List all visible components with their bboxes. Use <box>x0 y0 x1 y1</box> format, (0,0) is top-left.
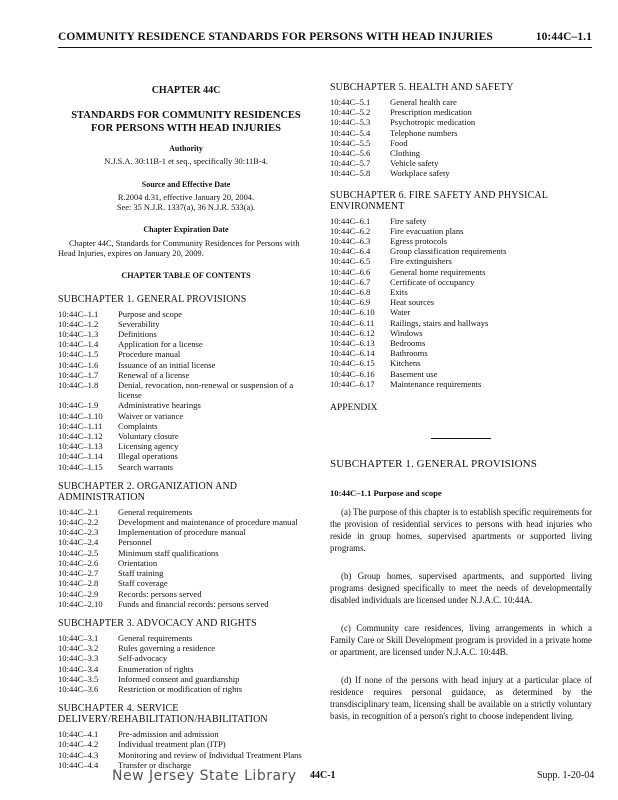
running-header <box>58 31 592 43</box>
body-paragraph: (d) If none of the persons with head injury at a particular place of residence requires personal guidance, as determined by the transdisciplinary team, licensing shall be available on a strictly voluntary basis, in recognition of a person's right to choose independent living. <box>330 675 592 722</box>
toc-entry-number: 10:44C–2.1 <box>58 506 99 517</box>
toc-entry-title: Self-advocacy <box>118 653 168 664</box>
toc-entry-title: Transfer or discharge <box>118 759 192 770</box>
toc-entry-number: 10:44C–4.4 <box>58 759 99 770</box>
toc-entry-number: 10:44C–1.2 <box>58 318 99 329</box>
toc-entry-title: Search warrants <box>118 461 174 472</box>
toc-entry-number: 10:44C–1.1 <box>58 308 99 319</box>
toc-entry-title: Psychotropic medication <box>390 117 476 128</box>
toc-entry-title: Bedrooms <box>390 338 426 349</box>
toc-entry-number: 10:44C–3.2 <box>58 643 99 654</box>
toc-entry-number: 10:44C–2.10 <box>58 598 103 609</box>
toc-entry-number: 10:44C–1.7 <box>58 369 99 380</box>
chapter-number: CHAPTER 44C <box>151 85 221 96</box>
toc-entry <box>330 379 592 389</box>
toc-subchapter-heading: SUBCHAPTER 6. FIRE SAFETY AND PHYSICAL ENVIRONMENT <box>330 189 548 212</box>
toc-entry-title: Fire evacuation plans <box>390 225 464 236</box>
body-subchapter-heading: SUBCHAPTER 1. GENERAL PROVISIONS <box>330 458 537 471</box>
toc-entry-number: 10:44C–1.13 <box>58 441 103 452</box>
toc-entry-title: Prescription medication <box>390 107 472 118</box>
toc-entry-title: Issuance of an initial license <box>118 359 216 370</box>
toc-entry-title: Development and maintenance of procedure manual <box>118 517 298 528</box>
toc-entry <box>330 267 592 277</box>
chapter-title: STANDARDS FOR COMMUNITY RESIDENCES FOR PERSONS WITH HEAD INJURIES <box>71 110 301 135</box>
toc-entry-number: 10:44C–5.2 <box>330 107 371 118</box>
toc-entry <box>58 380 314 400</box>
toc-entry <box>58 729 314 739</box>
toc-entry-number: 10:44C–3.4 <box>58 663 99 674</box>
toc-entry-number: 10:44C–6.17 <box>330 378 375 389</box>
toc-entry-number: 10:44C–1.10 <box>58 410 103 421</box>
toc-entry-number: 10:44C–1.15 <box>58 461 103 472</box>
expiration-text: Chapter 44C, Standards for Community Residences for Persons with Head Injuries, expires on January 20, 2009. <box>58 239 300 259</box>
toc-entry-title: Windows <box>390 327 423 338</box>
toc-entry-title: Telephone numbers <box>390 127 458 138</box>
toc-entry-title: Administrative hearings <box>118 400 201 411</box>
toc-entry <box>330 277 592 287</box>
supplement-date: Supp. 1-20-04 <box>537 770 595 781</box>
toc-entry-number: 10:44C–6.15 <box>330 358 375 369</box>
toc-right <box>330 82 592 389</box>
toc-entry-number: 10:44C–1.12 <box>58 431 103 442</box>
toc-entry-number: 10:44C–6.8 <box>330 287 371 298</box>
toc-entry <box>58 329 314 339</box>
toc-entry-title: Restriction or modification of rights <box>118 683 243 694</box>
toc-entry-title: Waiver or variance <box>118 410 184 421</box>
toc-entry <box>330 117 592 127</box>
toc-entry-number: 10:44C–2.5 <box>58 547 99 558</box>
toc-entry-number: 10:44C–4.3 <box>58 749 99 760</box>
appendix-entry: APPENDIX <box>330 402 378 414</box>
toc-subchapter-heading: SUBCHAPTER 1. GENERAL PROVISIONS <box>58 293 247 305</box>
toc-entry <box>58 421 314 431</box>
left-column <box>58 82 314 770</box>
toc-entry <box>58 349 314 359</box>
toc-subchapter <box>58 618 314 694</box>
header-rule <box>58 47 592 48</box>
toc-entry-title: Certificate of occupancy <box>390 276 475 287</box>
section-heading: 10:44C–1.1 Purpose and scope <box>330 488 442 499</box>
toc-entry-title: Licensing agency <box>118 441 179 452</box>
toc-title: CHAPTER TABLE OF CONTENTS <box>121 271 251 281</box>
toc-entry-number: 10:44C–6.12 <box>330 327 375 338</box>
toc-entry-title: Severability <box>118 318 160 329</box>
toc-entry-number: 10:44C–2.7 <box>58 568 99 579</box>
toc-entry-title: Group classification requirements <box>390 246 507 257</box>
toc-entry <box>330 168 592 178</box>
toc-entry-number: 10:44C–4.2 <box>58 739 99 750</box>
library-stamp: New Jersey State Library <box>112 768 297 784</box>
toc-entry-number: 10:44C–4.1 <box>58 729 99 740</box>
toc-entry <box>58 441 314 451</box>
toc-entry <box>58 599 314 609</box>
toc-entry-title: Minimum staff qualifications <box>118 547 219 558</box>
toc-entry-title: Illegal operations <box>118 451 178 462</box>
toc-entry-number: 10:44C–5.4 <box>330 127 371 138</box>
toc-entry-title: Procedure manual <box>118 349 181 360</box>
authority-text: N.J.S.A. 30:11B-1 et seq., specifically 30:11B-4. <box>104 157 268 167</box>
section-divider <box>431 438 491 439</box>
toc-entry-number: 10:44C–6.6 <box>330 266 371 277</box>
toc-entry-number: 10:44C–3.6 <box>58 683 99 694</box>
toc-entry <box>58 339 314 349</box>
toc-entry <box>58 750 314 760</box>
toc-entry-title: Renewal of a license <box>118 369 190 380</box>
toc-entry <box>58 431 314 441</box>
toc-entry <box>330 369 592 379</box>
toc-entry <box>330 216 592 226</box>
toc-entry-number: 10:44C–1.9 <box>58 400 99 411</box>
toc-entry <box>330 138 592 148</box>
toc-entry <box>58 309 314 319</box>
toc-entry <box>58 589 314 599</box>
toc-left <box>58 294 314 770</box>
toc-entry <box>330 236 592 246</box>
toc-entry-title: Egress protocols <box>390 236 448 247</box>
toc-entry <box>58 400 314 410</box>
toc-entry <box>330 97 592 107</box>
toc-entry-title: Vehicle safety <box>390 158 439 169</box>
toc-entry-title: General requirements <box>118 632 193 643</box>
toc-entry-title: Exits <box>390 287 408 298</box>
toc-entry-title: Implementation of procedure manual <box>118 527 246 538</box>
toc-entry-title: Fire safety <box>390 215 427 226</box>
toc-entry-title: General home requirements <box>390 266 486 277</box>
toc-entry-title: Clothing <box>390 148 421 159</box>
toc-entry-number: 10:44C–3.3 <box>58 653 99 664</box>
toc-entry-number: 10:44C–6.4 <box>330 246 371 257</box>
toc-entry <box>58 360 314 370</box>
toc-entry-title: Food <box>390 137 408 148</box>
toc-subchapter-heading: SUBCHAPTER 4. SERVICE DELIVERY/REHABILITATION/HABILITATION <box>58 703 268 726</box>
toc-subchapter <box>58 481 314 609</box>
toc-entry-title: Water <box>390 307 411 318</box>
toc-entry-number: 10:44C–2.6 <box>58 557 99 568</box>
toc-entry <box>330 246 592 256</box>
toc-entry <box>330 128 592 138</box>
toc-entry <box>58 527 314 537</box>
toc-entry-title: Pre-admission and admission <box>118 729 219 740</box>
toc-entry <box>58 643 314 653</box>
toc-entry <box>330 297 592 307</box>
toc-entry-title: Bathrooms <box>390 348 428 359</box>
toc-entry-number: 10:44C–5.3 <box>330 117 371 128</box>
toc-subchapter <box>58 294 314 472</box>
toc-entry <box>58 548 314 558</box>
toc-entry-number: 10:44C–2.9 <box>58 588 99 599</box>
source-line-2: See: 35 N.J.R. 1337(a), 36 N.J.R. 533(a). <box>116 203 256 213</box>
toc-entry-number: 10:44C–6.10 <box>330 307 375 318</box>
toc-entry <box>58 370 314 380</box>
toc-entry <box>330 158 592 168</box>
toc-entry <box>58 653 314 663</box>
toc-entry <box>330 338 592 348</box>
toc-entry-number: 10:44C–1.3 <box>58 329 99 340</box>
source-line-1: R.2004 d.31, effective January 20, 2004. <box>117 192 255 202</box>
right-column <box>330 82 592 722</box>
toc-entry-number: 10:44C–6.2 <box>330 225 371 236</box>
toc-entry <box>58 451 314 461</box>
toc-entry-title: Staff coverage <box>118 578 168 589</box>
toc-entry <box>58 633 314 643</box>
toc-entry-number: 10:44C–1.11 <box>58 420 103 431</box>
toc-entry <box>330 226 592 236</box>
toc-entry <box>58 319 314 329</box>
toc-entry-title: Application for a license <box>118 339 203 350</box>
toc-entry-number: 10:44C–1.8 <box>58 380 99 391</box>
toc-entry-number: 10:44C–2.4 <box>58 537 99 548</box>
toc-entry <box>58 558 314 568</box>
body-paragraph: (b) Group homes, supervised apartments, and supported living programs designed specifically to meet the needs of developmentally disabled individuals are licensed under N.J.A.C. 10:44A. <box>330 571 592 606</box>
toc-entry-number: 10:44C–1.6 <box>58 359 99 370</box>
toc-entry-number: 10:44C–2.8 <box>58 578 99 589</box>
toc-subchapter-heading: SUBCHAPTER 3. ADVOCACY AND RIGHTS <box>58 617 257 629</box>
toc-entry-number: 10:44C–1.14 <box>58 451 103 462</box>
body-paragraph: (a) The purpose of this chapter is to establish specific requirements for the provision of residential services to persons with head injuries who reside in group homes, supervised apartments or supported living programs. <box>330 507 592 554</box>
toc-entry-number: 10:44C–6.3 <box>330 236 371 247</box>
toc-entry-number: 10:44C–5.6 <box>330 148 371 159</box>
toc-entry-number: 10:44C–6.16 <box>330 368 375 379</box>
toc-entry-number: 10:44C–6.14 <box>330 348 375 359</box>
toc-entry <box>330 107 592 117</box>
toc-entry-number: 10:44C–6.11 <box>330 317 375 328</box>
toc-entry <box>330 148 592 158</box>
toc-entry-number: 10:44C–2.2 <box>58 517 99 528</box>
toc-entry-title: Individual treatment plan (ITP) <box>118 739 226 750</box>
toc-entry-number: 10:44C–6.13 <box>330 338 375 349</box>
toc-entry-number: 10:44C–6.1 <box>330 215 371 226</box>
toc-entry-number: 10:44C–5.5 <box>330 137 371 148</box>
toc-entry-number: 10:44C–3.1 <box>58 632 99 643</box>
toc-entry <box>330 307 592 317</box>
toc-entry-title: Maintenance requirements <box>390 378 482 389</box>
toc-entry-title: Definitions <box>118 329 157 340</box>
toc-entry-title: Enumeration of rights <box>118 663 194 674</box>
toc-entry-title: Basement use <box>390 368 438 379</box>
toc-entry <box>330 256 592 266</box>
toc-subchapter <box>330 190 592 389</box>
toc-entry-number: 10:44C–3.5 <box>58 673 99 684</box>
toc-entry <box>58 578 314 588</box>
toc-entry <box>58 411 314 421</box>
toc-entry-number: 10:44C–6.5 <box>330 256 371 267</box>
toc-entry <box>330 328 592 338</box>
toc-entry <box>330 358 592 368</box>
body-paragraphs <box>330 506 592 722</box>
toc-entry-number: 10:44C–6.7 <box>330 276 371 287</box>
toc-entry-title: Records: persons served <box>118 588 202 599</box>
toc-entry-title: Railings, stairs and hallways <box>390 317 489 328</box>
toc-subchapter-heading: SUBCHAPTER 2. ORGANIZATION AND ADMINISTRATION <box>58 480 238 503</box>
toc-subchapter <box>330 82 592 179</box>
toc-entry-title: Voluntary closure <box>118 431 179 442</box>
header-title: COMMUNITY RESIDENCE STANDARDS FOR PERSONS WITH HEAD INJURIES <box>58 31 493 43</box>
authority-label: Authority <box>169 144 203 154</box>
toc-subchapter <box>58 703 314 770</box>
body-paragraph: (c) Community care residences, living arrangements in which a Family Care or Skill Development program is provided in a private home or apartment, are licensed under N.J.A.C. 10:44B. <box>330 623 592 658</box>
toc-entry-title: Denial, revocation, non-renewal or suspension of a license <box>118 380 294 401</box>
toc-entry-title: Fire extinguishers <box>390 256 452 267</box>
toc-entry-number: 10:44C–5.1 <box>330 97 371 107</box>
toc-entry-title: Rules governing a residence <box>118 643 216 654</box>
toc-entry-title: General requirements <box>118 506 193 517</box>
toc-entry <box>58 664 314 674</box>
page-number: 44C-1 <box>310 770 336 781</box>
toc-entry <box>58 568 314 578</box>
toc-entry-title: Informed consent and guardianship <box>118 673 240 684</box>
toc-entry-number: 10:44C–2.3 <box>58 527 99 538</box>
toc-entry-title: Kitchens <box>390 358 421 369</box>
toc-entry <box>58 674 314 684</box>
source-label: Source and Effective Date <box>141 179 231 189</box>
toc-entry-number: 10:44C–6.9 <box>330 297 371 308</box>
toc-entry-title: Purpose and scope <box>118 308 182 319</box>
toc-entry <box>58 739 314 749</box>
expiration-label: Chapter Expiration Date <box>143 225 229 235</box>
toc-entry-title: Orientation <box>118 557 158 568</box>
toc-entry-title: Heat sources <box>390 297 435 308</box>
toc-entry <box>58 684 314 694</box>
toc-entry <box>330 287 592 297</box>
toc-entry-title: General health care <box>390 97 457 107</box>
toc-entry-number: 10:44C–5.7 <box>330 158 371 169</box>
toc-subchapter-heading: SUBCHAPTER 5. HEALTH AND SAFETY <box>330 82 514 93</box>
toc-entry <box>58 507 314 517</box>
toc-entry-title: Workplace safety <box>390 168 450 179</box>
toc-entry-title: Funds and financial records: persons served <box>118 598 269 609</box>
toc-entry <box>58 517 314 527</box>
toc-entry-title: Personnel <box>118 537 152 548</box>
header-code: 10:44C–1.1 <box>535 31 592 43</box>
toc-entry <box>58 537 314 547</box>
toc-entry-title: Monitoring and review of Individual Treatment Plans <box>118 749 302 760</box>
toc-entry <box>58 462 314 472</box>
toc-entry-title: Complaints <box>118 420 158 431</box>
toc-entry <box>330 348 592 358</box>
toc-entry <box>330 318 592 328</box>
toc-entry-number: 10:44C–1.5 <box>58 349 99 360</box>
toc-entry-number: 10:44C–1.4 <box>58 339 99 350</box>
toc-entry-number: 10:44C–5.8 <box>330 168 371 179</box>
toc-entry-title: Staff training <box>118 568 164 579</box>
